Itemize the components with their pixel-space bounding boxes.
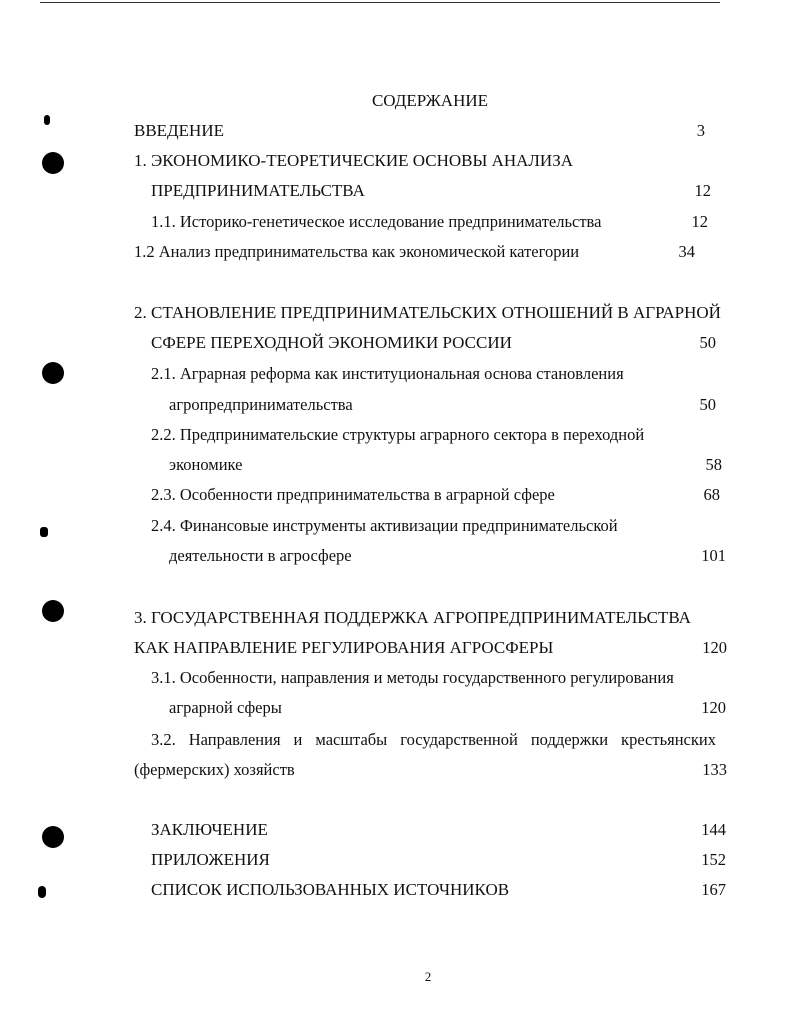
- punch-hole: [42, 826, 64, 848]
- toc-word: 3.2.: [151, 730, 176, 749]
- toc-word: государственной: [400, 730, 518, 749]
- toc-section-2-1-cont: агропредпринимательства: [169, 395, 353, 414]
- toc-section-2-4-cont: деятельности в агросфере: [169, 546, 352, 565]
- toc-entry-conclusion: ЗАКЛЮЧЕНИЕ: [151, 820, 268, 839]
- toc-section-2-3: 2.3. Особенности предпринимательства в аграрной сфере: [151, 485, 555, 504]
- toc-entry-appendix: ПРИЛОЖЕНИЯ: [151, 850, 270, 869]
- toc-page-sources: 167: [701, 880, 726, 899]
- toc-word: крестьянских: [621, 730, 716, 749]
- page-number: 2: [424, 969, 432, 984]
- toc-page-conclusion: 144: [701, 820, 726, 839]
- toc-section-2-4: 2.4. Финансовые инструменты активизации предпринимательской: [151, 516, 618, 535]
- toc-page-ch2: 50: [699, 333, 716, 352]
- toc-word: и: [293, 730, 303, 749]
- toc-page-s3-2: 133: [702, 760, 727, 779]
- punch-hole: [42, 600, 64, 622]
- toc-chapter-3-cont: КАК НАПРАВЛЕНИЕ РЕГУЛИРОВАНИЯ АГРОСФЕРЫ: [134, 638, 554, 657]
- toc-chapter-2-cont: СФЕРЕ ПЕРЕХОДНОЙ ЭКОНОМИКИ РОССИИ: [151, 333, 512, 352]
- toc-section-1-2: 1.2 Анализ предпринимательства как экономической категории: [134, 242, 580, 261]
- scan-speck: [40, 527, 48, 537]
- toc-section-2-1: 2.1. Аграрная реформа как институциональная основа становления: [151, 364, 624, 383]
- toc-section-3-1-cont: аграрной сферы: [169, 698, 282, 717]
- toc-chapter-3: 3. ГОСУДАРСТВЕННАЯ ПОДДЕРЖКА АГРОПРЕДПРИНИМАТЕЛЬСТВА: [134, 608, 691, 627]
- toc-page-ch1: 12: [694, 181, 711, 200]
- punch-hole: [42, 362, 64, 384]
- toc-section-3-1: 3.1. Особенности, направления и методы государственного регулирования: [151, 668, 674, 687]
- toc-section-3-2: [151, 730, 716, 750]
- toc-page-s1-1: 12: [691, 212, 708, 231]
- toc-page-s2-3: 68: [703, 485, 720, 504]
- toc-entry-sources: СПИСОК ИСПОЛЬЗОВАННЫХ ИСТОЧНИКОВ: [151, 880, 510, 899]
- toc-section-2-2: 2.2. Предпринимательские структуры аграрного сектора в переходной: [151, 425, 645, 444]
- toc-title: СОДЕРЖАНИЕ: [371, 91, 489, 110]
- toc-entry-intro: ВВЕДЕНИЕ: [134, 121, 224, 140]
- toc-section-1-1: 1.1. Историко-генетическое исследование предпринимательства: [151, 212, 602, 231]
- toc-page-appendix: 152: [701, 850, 726, 869]
- toc-word: Направления: [188, 730, 281, 749]
- toc-page-s3-1: 120: [701, 698, 726, 717]
- toc-chapter-2: 2. СТАНОВЛЕНИЕ ПРЕДПРИНИМАТЕЛЬСКИХ ОТНОШЕНИЙ В АГРАРНОЙ: [134, 303, 721, 322]
- scan-edge-line: [40, 2, 720, 3]
- toc-section-3-2-cont: (фермерских) хозяйств: [134, 760, 295, 779]
- toc-page-intro: 3: [696, 121, 705, 140]
- toc-word: масштабы: [315, 730, 388, 749]
- toc-page-ch3: 120: [702, 638, 727, 657]
- toc-chapter-1-cont: ПРЕДПРИНИМАТЕЛЬСТВА: [151, 181, 365, 200]
- scan-speck: [38, 886, 46, 898]
- scan-speck: [44, 115, 50, 125]
- toc-page-s2-2: 58: [705, 455, 722, 474]
- toc-page-s2-1: 50: [699, 395, 716, 414]
- toc-chapter-1: 1. ЭКОНОМИКО-ТЕОРЕТИЧЕСКИЕ ОСНОВЫ АНАЛИЗА: [134, 151, 574, 170]
- toc-page-s1-2: 34: [678, 242, 695, 261]
- punch-hole: [42, 152, 64, 174]
- toc-page-s2-4: 101: [701, 546, 726, 565]
- toc-section-2-2-cont: экономике: [169, 455, 243, 474]
- toc-word: поддержки: [530, 730, 609, 749]
